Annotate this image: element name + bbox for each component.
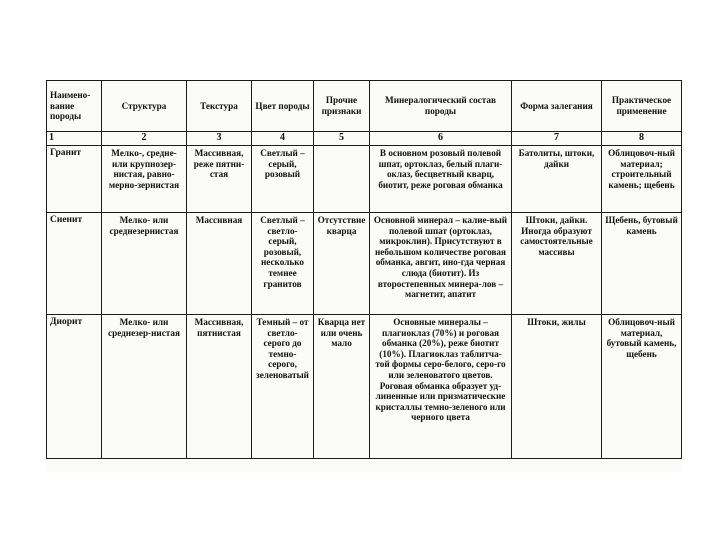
table-row [47, 146, 682, 213]
header-row [47, 81, 682, 132]
header-occurrence: Форма залегания [512, 81, 602, 132]
table-row [47, 213, 682, 315]
usage-cell: Облицовоч-ный материал, бутовый камень, щебень [602, 315, 682, 459]
composition-cell: Основные минералы – плагиоклаз (70%) и роговая обманка (20%), реже биотит (10%). Плагиоклаз таблитча-той формы серо-белого, серо-го или зеленоватого цветов. Роговая обманка образует уд-линенные или призматические кристаллы темно-зеленого или черного цвета [370, 315, 512, 459]
occurrence-cell: Батолиты, штоки, дайки [512, 146, 602, 213]
column-number: 4 [252, 132, 314, 146]
texture-cell: Массивная, пятнистая [187, 315, 252, 459]
header-texture: Текстура [187, 81, 252, 132]
texture-cell: Массивная [187, 213, 252, 315]
rock-name: Диорит [47, 315, 102, 459]
header-composition: Минералогический состав породы [370, 81, 512, 132]
occurrence-cell: Штоки, дайки. Иногда образуют самостоятельные массивы [512, 213, 602, 315]
table-row [47, 315, 682, 459]
column-number-row [47, 132, 682, 146]
column-number: 2 [102, 132, 187, 146]
column-number: 8 [602, 132, 682, 146]
composition-cell: В основном розовый полевой шпат, ортоклаз, белый плаги-оклаз, бесцветный кварц, биотит, реже роговая обманка [370, 146, 512, 213]
composition-cell: Основной минерал – калие-вый полевой шпат (ортоклаз, микроклин). Присутствуют в небольшом количестве роговая обманка, авгит, ино-гда черная слюда (биотит). Из второстепенных минера-лов – магнетит, апатит [370, 213, 512, 315]
rock-name: Гранит [47, 146, 102, 213]
column-number: 7 [512, 132, 602, 146]
color-cell: Светлый – светло-серый, розовый, несколько темнее гранитов [252, 213, 314, 315]
occurrence-cell: Штоки, жилы [512, 315, 602, 459]
structure-cell: Мелко-, средне- или крупнозер-нистая, равно-мерно-зернистая [102, 146, 187, 213]
header-name: Наимено-вание породы [47, 81, 102, 132]
other-cell: Кварца нет или очень мало [314, 315, 370, 459]
rock-properties-table [46, 80, 682, 459]
column-number: 5 [314, 132, 370, 146]
usage-cell: Щебень, бутовый камень [602, 213, 682, 315]
rock-name: Сиенит [47, 213, 102, 315]
color-cell: Темный – от светло-серого до темно-серого, зеленоватый [252, 315, 314, 459]
structure-cell: Мелко- или среднезернистая [102, 213, 187, 315]
scanned-document [46, 80, 681, 472]
column-number: 3 [187, 132, 252, 146]
texture-cell: Массивная, реже пятни-стая [187, 146, 252, 213]
usage-cell: Облицовоч-ный материал; строительный камень; щебень [602, 146, 682, 213]
column-number: 1 [47, 132, 102, 146]
header-color: Цвет породы [252, 81, 314, 132]
header-structure: Структура [102, 81, 187, 132]
color-cell: Светлый – серый, розовый [252, 146, 314, 213]
column-number: 6 [370, 132, 512, 146]
structure-cell: Мелко- или среднезер-нистая [102, 315, 187, 459]
header-other: Прочие признаки [314, 81, 370, 132]
other-cell: Отсутствие кварца [314, 213, 370, 315]
header-usage: Практическое применение [602, 81, 682, 132]
other-cell [314, 146, 370, 213]
